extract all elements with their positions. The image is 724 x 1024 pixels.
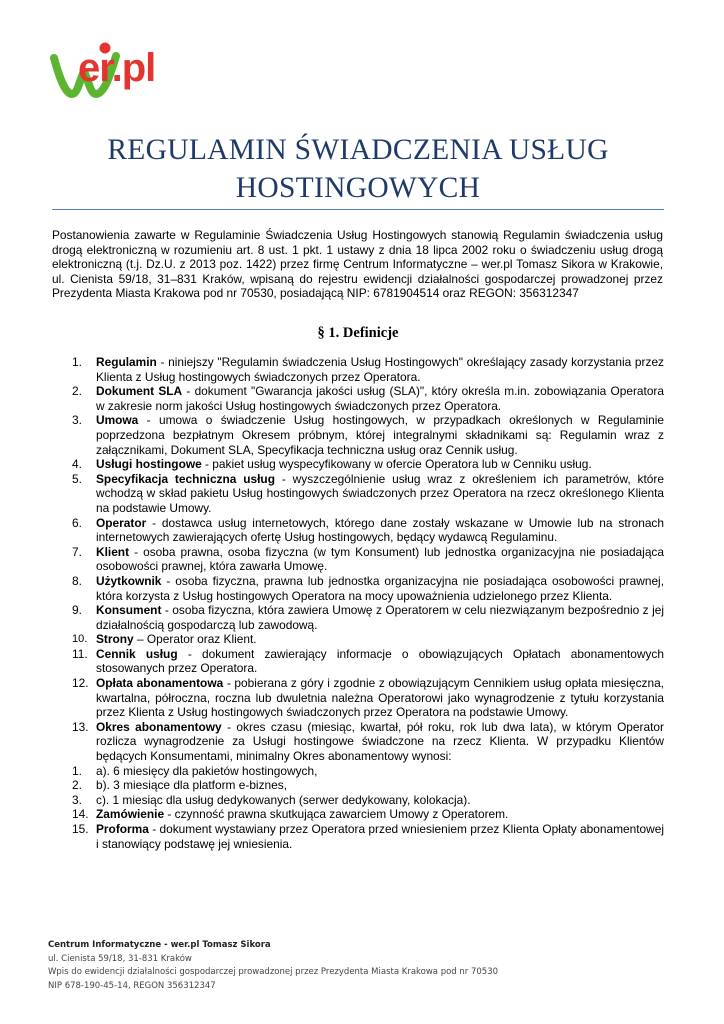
definition-text: c). 1 miesiąc dla usług dedykowanych (serwer dedykowany, kolokacja). xyxy=(96,792,471,807)
definition-term: Cennik usług xyxy=(96,646,178,661)
definition-term: Okres abonamentowy xyxy=(96,719,222,734)
list-item-number: 5. xyxy=(72,471,82,486)
list-item-number: 12. xyxy=(72,676,89,691)
list-item-number: 6. xyxy=(72,515,82,530)
definition-term: Strony xyxy=(96,632,134,647)
definition-term: Usługi hostingowe xyxy=(96,457,202,472)
list-item xyxy=(52,384,664,413)
footer-address: ul. Cienista 59/18, 31-831 Kraków xyxy=(48,953,192,964)
list-item xyxy=(52,647,664,676)
list-item-number: 15. xyxy=(72,822,89,836)
list-item-number: 3. xyxy=(72,792,82,807)
definition-text: a). 6 miesięcy dla pakietów hostingowych, xyxy=(96,763,318,778)
definition-text: b). 3 miesiące dla platform e-biznes, xyxy=(96,778,287,793)
logo-text: er.pl xyxy=(78,46,156,90)
list-item xyxy=(52,516,664,545)
list-item xyxy=(52,764,664,779)
definition-term: Proforma xyxy=(96,822,149,836)
list-item xyxy=(52,778,664,793)
list-item-number: 14. xyxy=(72,807,89,822)
definition-term: Regulamin xyxy=(96,355,157,369)
list-item xyxy=(52,793,664,808)
definition-text: - wyszczególnienie usług wraz z określeniem ich parametrów, które wchodzą w skład pakietu Usług hostingowych świadczonych przez Operatora na rzecz określonego Klienta na podstawie Umowy. xyxy=(96,471,664,515)
list-item-number: 8. xyxy=(72,573,82,588)
list-item-number: 11. xyxy=(72,646,88,661)
list-item-number: 3. xyxy=(72,413,82,428)
definition-term: Użytkownik xyxy=(96,573,162,588)
list-item xyxy=(52,355,664,384)
footer-company: Centrum Informatyczne - wer.pl Tomasz Sikora xyxy=(48,940,271,950)
list-item-number: 1. xyxy=(72,763,82,778)
list-item xyxy=(52,545,664,574)
title-divider xyxy=(52,209,664,210)
list-item xyxy=(52,676,664,720)
list-item xyxy=(52,807,664,822)
footer-registry: Wpis do ewidencji działalności gospodarczej prowadzonej przez Prezydenta Miasta Krakowa pod nr 70530 xyxy=(48,967,499,977)
definition-text: - pobierana z góry i zgodnie z obowiązującym Cennikiem usług opłata miesięczna, kwartalna, półroczna, roczna lub dwuletnia należna Operatorowi jako wynagrodzenie z tytułu korzystania przez Klienta z Usług hostingowych świadczonych przez Operatora na podstawie Umowy. xyxy=(96,676,664,720)
definition-text: - okres czasu (miesiąc, kwartał, pół roku, rok lub dwa lata), w którym Operator rozlicza wynagrodzenie za Usługi hostingowe świadczone na rzecz Klienta. W przypadku Klientów będących Konsumentami, minimalny Okres abonamentowy wynosi: xyxy=(96,719,664,764)
section-heading: § 1. Definicje xyxy=(317,325,399,341)
list-item-number: 13. xyxy=(72,719,89,734)
list-item xyxy=(52,413,664,457)
definition-text: - dokument "Gwarancja jakości usług (SLA)", który określa m.in. zobowiązania Operatora w zakresie norm jakości Usług hostingowych świadczonych przez Operatora. xyxy=(96,384,665,413)
definition-text: – Operator oraz Klient. xyxy=(133,632,257,647)
definitions-list xyxy=(52,355,664,851)
list-item-number: 4. xyxy=(72,457,82,472)
definition-text: - dokument zawierający informacje o obowiązujących Opłatach abonamentowych stosowanych przez Operatora. xyxy=(96,646,664,676)
intro-paragraph: Postanowienia zawarte w Regulaminie Świadczenia Usług Hostingowych stanowią Regulamin świadczenia usług drogą elektroniczną w rozumieniu art. 8 ust. 1 pkt. 1 ustawy z dnia 18 lipca 2002 roku o świadczeniu usług drogą elektroniczną (t.j. Dz.U. z 2013 poz. 1422) przez firmę Centrum Informatyczne – wer.pl Tomasz Sikora w Krakowie, ul. Cienista 59/18, 31–831 Kraków, wpisaną do rejestru ewidencji działalności gospodarczej prowadzonej przez Prezydenta Miasta Krakowa pod nr 70530, posiadającą NIP: 6781904514 oraz REGON: 356312347 xyxy=(52,228,663,301)
list-item-number: 10. xyxy=(72,633,88,646)
list-item-number: 2. xyxy=(72,384,82,399)
definition-text: - dokument wystawiany przez Operatora przed wniesieniem przez Klienta Opłaty abonamentowej i stanowiący podstawę jej wniesienia. xyxy=(96,822,664,851)
document-title-line-1: REGULAMIN ŚWIADCZENIA USŁUG xyxy=(107,134,609,166)
definition-term: Konsument xyxy=(96,603,162,618)
definition-text: - dostawca usług internetowych, którego dane zostały wskazane w Umowie lub na stronach internetowych zawierających ofertę Usług hostingowych, będący wydawcą Regulaminu. xyxy=(96,515,664,545)
definition-term: Specyfikacja techniczna usług xyxy=(96,471,275,486)
definition-term: Opłata abonamentowa xyxy=(96,676,224,691)
definition-term: Klient xyxy=(96,544,130,559)
list-item-number: 2. xyxy=(72,778,82,793)
list-item xyxy=(52,603,664,632)
list-item xyxy=(52,720,664,764)
definition-text: - osoba fizyczna, prawna lub jednostka organizacyjna nie posiadająca osobowości prawnej, która korzysta z Usług hostingowych Operatora na mocy upoważnienia udzielonego przez Klienta. xyxy=(96,573,664,603)
list-item xyxy=(52,632,664,647)
definition-text: - umowa o świadczenie Usług hostingowych, w przypadkach określonych w Regulaminie poprzedzona bezpłatnym Okresem próbnym, której integralnymi składnikami są: Regulamin wraz z załącznikami, Dokument SLA, Specyfikacja techniczna usług oraz Cennik usług. xyxy=(96,413,664,457)
list-item-number: 7. xyxy=(72,544,82,559)
list-item xyxy=(52,457,664,472)
page-footer xyxy=(48,939,668,993)
footer-tax-ids: NIP 678-190-45-14, REGON 356312347 xyxy=(48,980,216,991)
list-item-number: 9. xyxy=(72,603,82,618)
list-item xyxy=(52,574,664,603)
definition-term: Zamówienie xyxy=(96,807,165,822)
definition-text: - osoba fizyczna, która zawiera Umowę z Operatorem w celu niezwiązanym bezpośrednio z jej działalnością gospodarczą lub zawodową. xyxy=(96,603,664,632)
list-item xyxy=(52,472,664,516)
definition-term: Operator xyxy=(96,515,147,530)
document-title-line-2: HOSTINGOWYCH xyxy=(235,172,481,204)
definition-text: - czynność prawna skutkująca zawarciem Umowy z Operatorem. xyxy=(164,807,509,822)
definition-text: - niniejszy "Regulamin świadczenia Usług Hostingowych" określający zasady korzystania przez Klienta z Usług hostingowych świadczonych przez Operatora. xyxy=(96,355,664,384)
definition-text: - osoba prawna, osoba fizyczna (w tym Konsument) lub jednostka organizacyjna nie posiadająca osobowości prawnej, która zawarła Umowę. xyxy=(96,544,664,574)
list-item xyxy=(52,822,664,851)
definition-term: Dokument SLA xyxy=(96,384,183,399)
definition-text: - pakiet usług wyspecyfikowany w ofercie Operatora lub w Cenniku usług. xyxy=(201,457,592,472)
list-item-number: 1. xyxy=(72,355,82,369)
definition-term: Umowa xyxy=(96,413,139,428)
